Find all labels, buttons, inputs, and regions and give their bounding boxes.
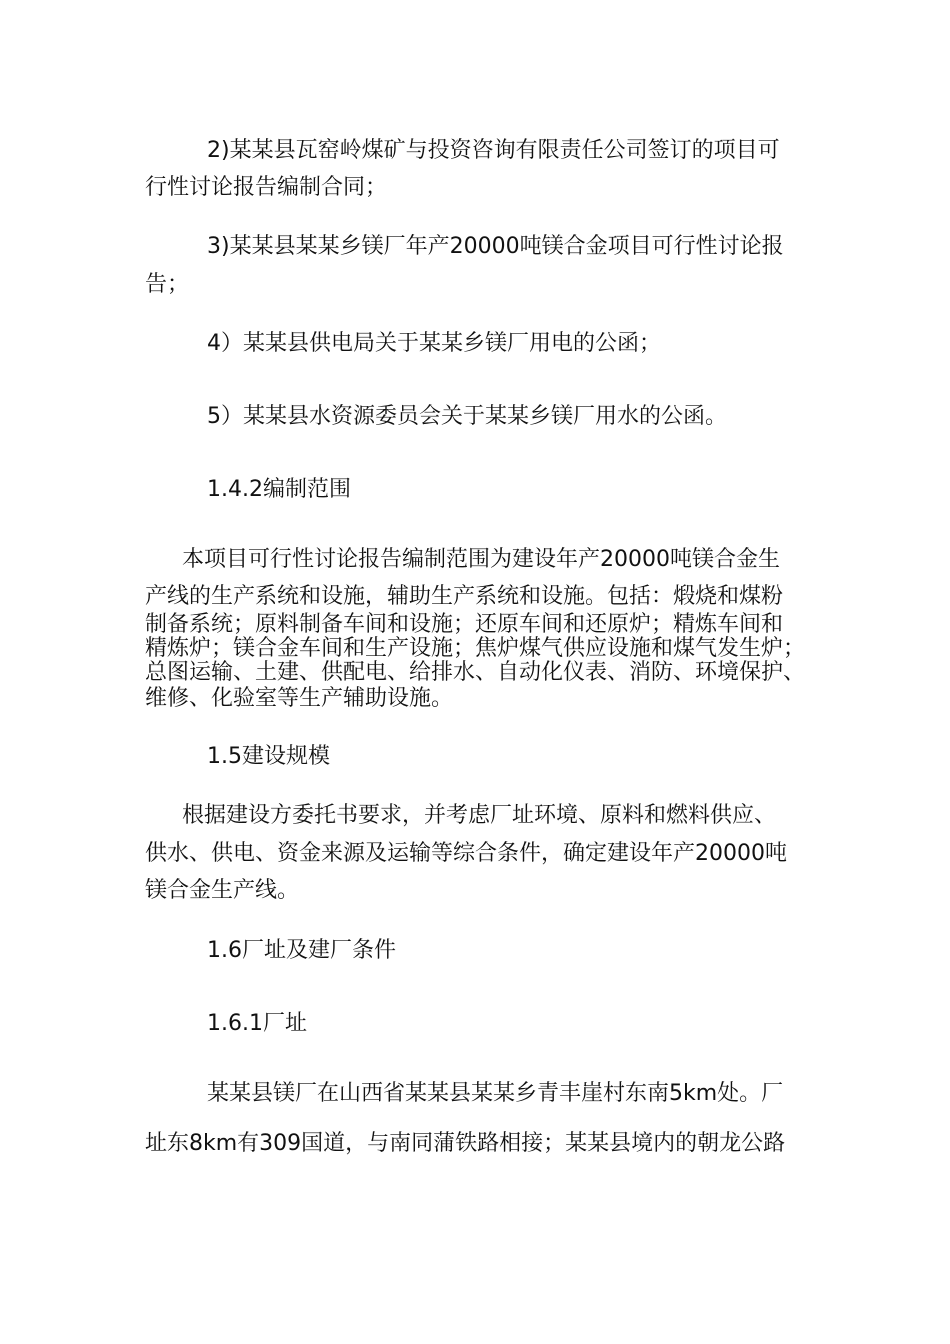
text-line: 2)某某县瓦窑岭煤矿与投资咨询有限责任公司签订的项目可	[207, 138, 780, 163]
text-line: 址东8km有309国道，与南同蒲铁路相接；某某县境内的朝龙公路	[145, 1131, 786, 1156]
section-heading: 1.6厂址及建厂条件	[207, 938, 396, 963]
text-line: 维修、化验室等生产辅助设施。	[145, 686, 454, 711]
text-line: 产线的生产系统和设施，辅助生产系统和设施。包括：煅烧和煤粉	[145, 584, 784, 609]
text-line: 供水、供电、资金来源及运输等综合条件，确定建设年产20000吨	[145, 841, 787, 866]
section-heading: 1.4.2编制范围	[207, 477, 351, 502]
text-line: 告；	[145, 272, 190, 297]
text-line: 4）某某县供电局关于某某乡镁厂用电的公函；	[207, 331, 661, 356]
text-line: 镁合金生产线。	[145, 878, 300, 903]
text-line: 3)某某县某某乡镁厂年产20000吨镁合金项目可行性讨论报	[207, 234, 784, 259]
text-line: 5）某某县水资源委员会关于某某乡镁厂用水的公函。	[207, 404, 727, 429]
text-line: 本项目可行性讨论报告编制范围为建设年产20000吨镁合金生	[182, 547, 780, 572]
text-line: 根据建设方委托书要求，并考虑厂址环境、原料和燃料供应、	[182, 803, 777, 828]
text-line: 总图运输、土建、供配电、给排水、自动化仪表、消防、环境保护、	[145, 660, 806, 685]
text-line: 制备系统；原料制备车间和设施；还原车间和还原炉；精炼车间和	[145, 612, 784, 637]
text-line: 行性讨论报告编制合同；	[145, 175, 388, 200]
section-heading: 1.5建设规模	[207, 744, 330, 769]
text-line: 某某县镁厂在山西省某某县某某乡青丰崖村东南5km处。厂	[207, 1081, 784, 1106]
text-line: 精炼炉；镁合金车间和生产设施；焦炉煤气供应设施和煤气发生炉；	[145, 636, 806, 661]
section-heading: 1.6.1厂址	[207, 1011, 307, 1036]
